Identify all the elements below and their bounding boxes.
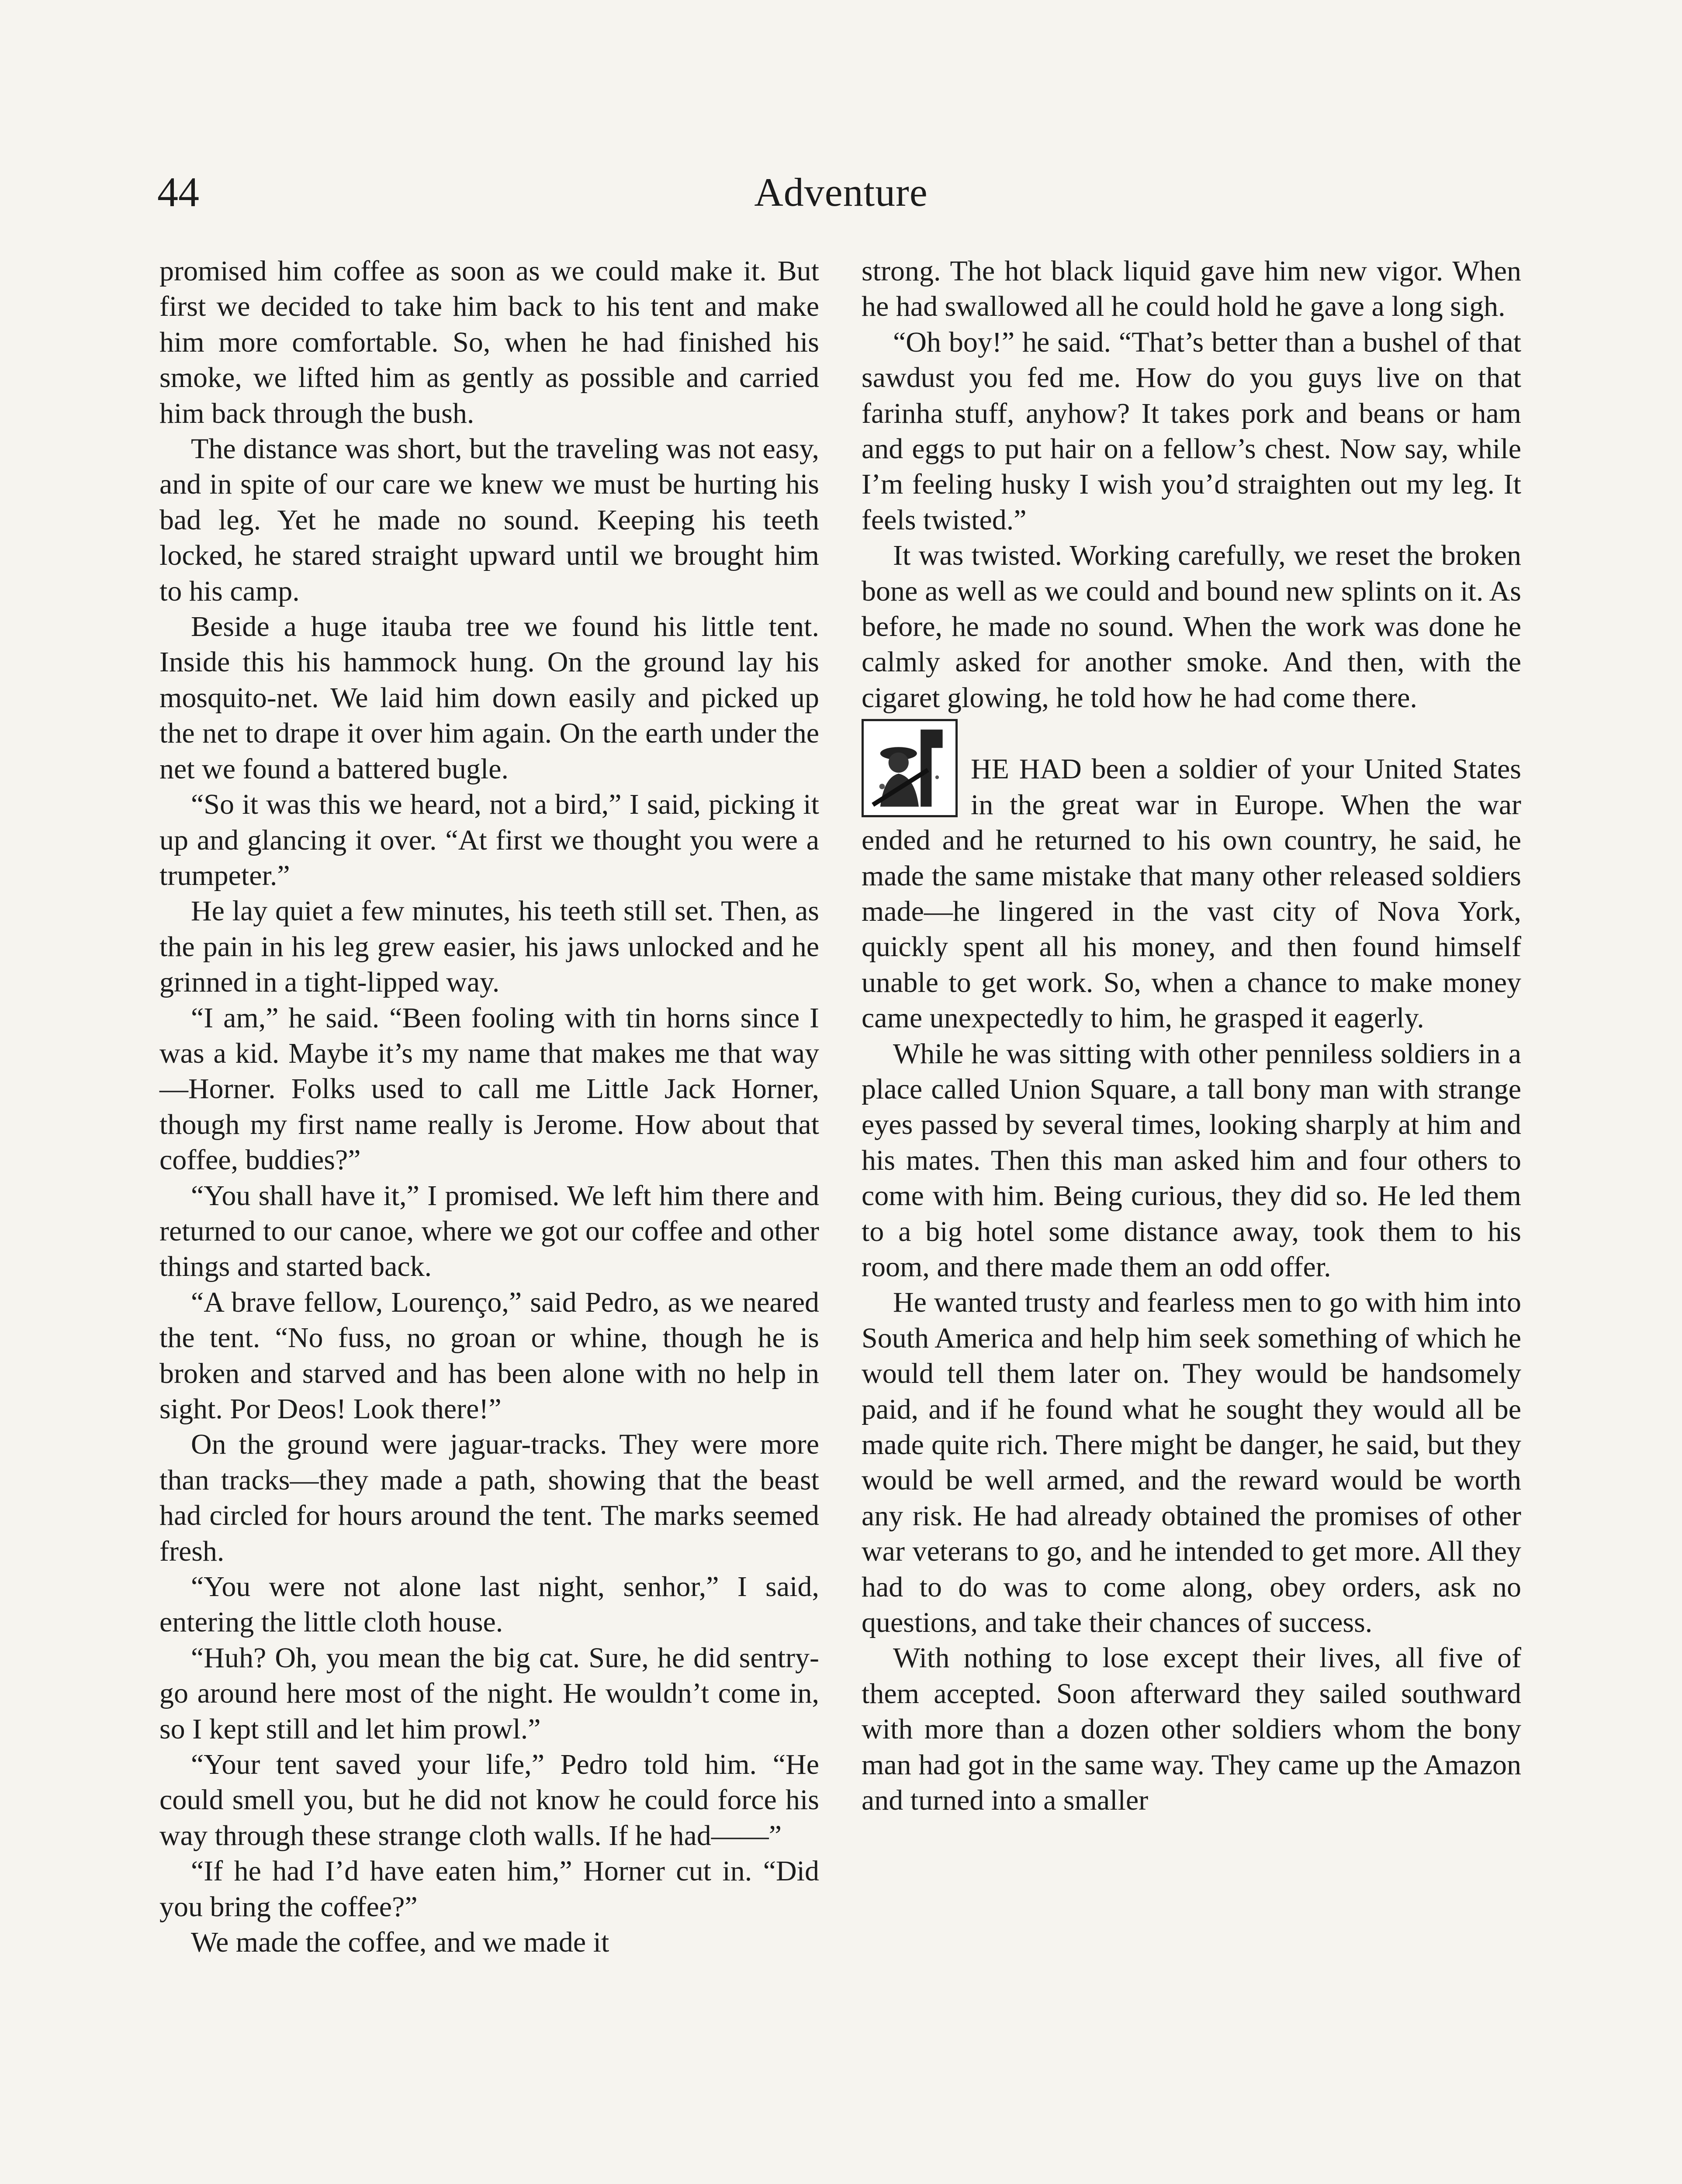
paragraph: He lay quiet a few minutes, his teeth still set. Then, as the pain in his leg grew easier, his jaws unlocked and he grinned in a tight-lipped way. [159, 895, 819, 999]
paragraph: “I am,” he said. “Been fooling with tin horns since I was a kid. Maybe it’s my name that makes me that way—Horner. Folks used to call me Little Jack Horner, though my first name really is Jerome. How about that coffee, buddies?” [159, 1002, 819, 1176]
paragraph: “Huh? Oh, you mean the big cat. Sure, he did sentry-go around here most of the night. He wouldn’t come in, so I kept still and let him prowl.” [159, 1641, 819, 1745]
paragraph: The distance was short, but the traveling was not easy, and in spite of our care we knew we must be hurting his bad leg. Yet he made no sound. Keeping his teeth locked, he stared straight upward until we brought him to his camp. [159, 433, 819, 607]
paragraph: On the ground were jaguar-tracks. They were more than tracks—they made a path, showing that the beast had circled for hours around the tent. The marks seemed fresh. [159, 1428, 819, 1567]
paragraph: Beside a huge itauba tree we found his little tent. Inside this his hammock hung. On the ground lay his mosquito-net. We laid him down easily and picked up the net to drape it over him again. On the earth under the net we found a battered bugle. [159, 611, 819, 785]
paragraph: “If he had I’d have eaten him,” Horner cut in. “Did you bring the coffee?” [159, 1855, 819, 1923]
paragraph: “You were not alone last night, senhor,” I said, entering the little cloth house. [159, 1571, 819, 1638]
paragraph: While he was sitting with other penniless soldiers in a place called Union Square, a tall bony man with strange eyes passed by several times, looking sharply at him and his mates. Then this man asked him and four others to come with him. Being curious, they did so. He led them to a big hotel some distance away, took them to his room, and there made them an odd offer. [862, 1037, 1521, 1283]
page-number: 44 [157, 169, 199, 215]
paragraph: “A brave fellow, Lourenço,” said Pedro, as we neared the tent. “No fuss, no groan or whine, though he is broken and starved and has been alone with no help in sight. Por Deos! Look there!” [159, 1286, 819, 1425]
paragraph: We made the coffee, and we made it [191, 1926, 609, 1959]
dropcap-soldier-illustration-icon [862, 719, 958, 817]
right-column [862, 253, 1521, 1818]
paragraph: “So it was this we heard, not a bird,” I said, picking it up and glancing it over. “At first we thought you were a trumpeter.” [159, 788, 819, 892]
page-header [157, 162, 1525, 223]
running-title: Adventure [754, 170, 928, 214]
paragraph: It was twisted. Working carefully, we reset the broken bone as well as we could and bound new splints on it. As before, he made no sound. When the work was done he calmly asked for another smoke. And then, with the cigaret glowing, he told how he had come there. [862, 539, 1521, 714]
paragraph: “You shall have it,” I promised. We left him there and returned to our canoe, where we got our coffee and other things and started back. [159, 1179, 819, 1283]
paragraph: With nothing to lose except their lives, all five of them accepted. Soon afterward they sailed southward with more than a dozen other soldiers whom the bony man had got in the same way. They came up the Amazon and turned into a smaller [862, 1642, 1521, 1817]
paragraph: “Your tent saved your life,” Pedro told him. “He could smell you, but he did not know he could force his way through these strange cloth walls. If he had——” [159, 1749, 819, 1852]
paragraph: He wanted trusty and fearless men to go with him into South America and help him seek something of which he would tell them later on. They would be handsomely paid, and if he found what he sought they would all be made quite rich. There might be danger, he said, but they would be well armed, and the reward would be worth any risk. He had already obtained the promises of other war veterans to go, and he intended to get more. All they had to do was to come along, obey orders, ask no questions, and take their chances of success. [862, 1286, 1521, 1639]
paragraph: “Oh boy!” he said. “That’s better than a bushel of that sawdust you fed me. How do you guys live on that farinha stuff, anyhow? It takes pork and beans or ham and eggs to put hair on a fellow’s chest. Now say, while I’m feeling husky I wish you’d straighten out my leg. It feels twisted.” [862, 326, 1521, 536]
paragraph: strong. The hot black liquid gave him new vigor. When he had swallowed all he could hold he gave a long sigh. [862, 255, 1521, 323]
left-column [159, 253, 819, 1960]
paragraph: HE HAD been a soldier of your United States in the great war in Europe. When the war ended and he returned to his own country, he said, he made the same mistake that many other released soldiers made—he lingered in the vast city of Nova York, quickly spent all his money, and then found himself unable to get work. So, when a chance to make money came unexpectedly to him, he grasped it eagerly. [862, 753, 1521, 1034]
paragraph: promised him coffee as soon as we could make it. But first we decided to take him back to his tent and make him more comfortable. So, when he had finished his smoke, we lifted him as gently as possible and carried him back through the bush. [159, 255, 819, 429]
